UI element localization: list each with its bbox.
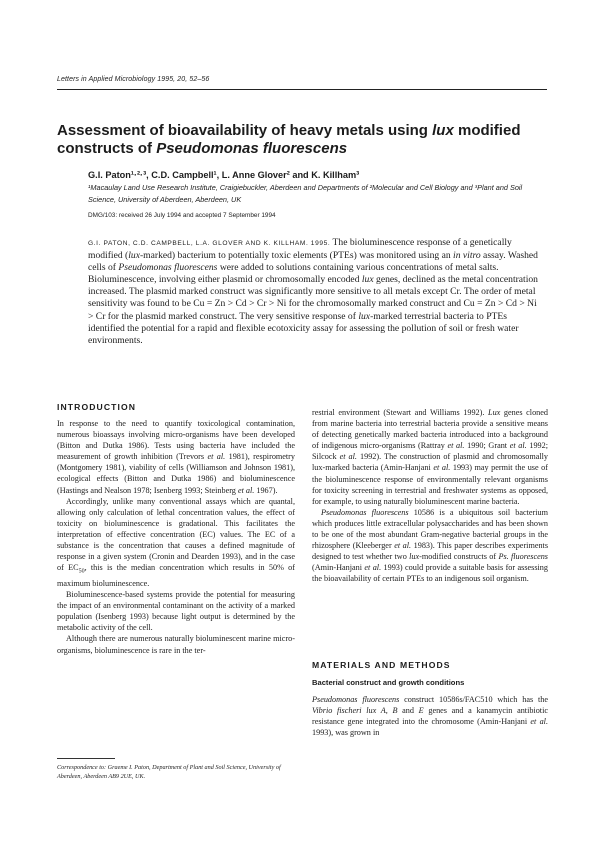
methods-column: [312, 694, 548, 738]
author-list: G.I. Paton¹·²·³, C.D. Campbell¹, L. Anne Glover² and K. Killham³: [88, 170, 360, 180]
article-title: Assessment of bioavailability of heavy metals using lux modified constructs of Pseudomonas fluorescens: [57, 122, 521, 157]
right-paragraph-1: restrial environment (Stewart and Williams 1992). Lux genes cloned from marine bacteria into terrestrial bacteria provide a sensitive means of detecting genetically marked bacteria introduced into a background of indigenous micro-organisms (Rattray et al. 1990; Grant et al. 1992; Silcock et al. 1992). The construction of plasmid and chromosomally lux-marked bacteria (Amin-Hanjani et al. 1993) may permit the use of the bioluminescence response of environmentally relevant organisms for toxicity screening in terrestrial and freshwater systems as opposed, for example, to using naturally bioluminescent marine bacteria.: [312, 408, 549, 506]
intro-paragraph-4: Although there are numerous naturally bioluminescent marine micro-organisms, bioluminescence is rare in the ter-: [57, 634, 295, 655]
right-paragraph-2: Pseudomonas fluorescens 10586 is a ubiquitous soil bacterium which produces little extracellular polysaccharides and has been shown to be one of the most abundant Gram-negative bacterial groups in the rhizosphere (Kleeberger et al. 1983). This paper describes experiments designed to test whether two lux-modified constructs of Ps. fluorescens (Amin-Hanjani et al. 1993) could provide a suitable basis for assessing the bioavailability of certain PTEs to an indigenous soil organism.: [312, 507, 549, 584]
correspondence-footnote: Correspondence to: Graeme I. Paton, Department of Plant and Soil Science, University of Aberdeen, Aberdeen AB9 2UE, UK.: [57, 764, 281, 780]
affiliations: ¹Macaulay Land Use Research Institute, Craigiebuckler, Aberdeen and Departments of ²Molecular and Cell Biology and ³Plant and Soil Science, University of Aberdeen, Aberdeen, UK: [88, 183, 523, 204]
bacterial-construct-subheading: Bacterial construct and growth conditions: [312, 678, 465, 687]
intro-paragraph-3: Bioluminescence-based systems provide the potential for measuring the impact of an environmental contaminant on the activity of a marked population (Isenberg 1993) because light output is determined by the metabolic activity of the cell.: [57, 590, 295, 633]
received-dates: DMG/103: received 26 July 1994 and accepted 7 September 1994: [88, 212, 276, 219]
abstract: G.I. PATON, C.D. CAMPBELL, L.A. GLOVER AND K. KILLHAM. 1995. The bioluminescence response of a genetically modified (lux-marked) bacterium to potentially toxic elements (PTEs) was monitored using an in vitro assay. Washed cells of Pseudomonas fluorescens were added to solutions containing various concentrations of metal salts. Bioluminescence, involving either plasmid or chromosomally encoded lux genes, declined as the metal concentration increased. The plasmid marked construct was significantly more sensitive to all metals except Cr. The order of metal sensitivity was found to be Cu = Zn > Cd > Cr > Ni for the chromosomally marked construct and Cu = Zn > Cd > Ni > Cr for the plasmid marked construct. The very sensitive response of lux-marked terrestrial bacteria to PTEs identified the potential for a rapid and flexible ecotoxicity assay for assessing the pollution of soil or fresh water environments.: [88, 237, 538, 346]
materials-methods-heading: MATERIALS AND METHODS: [312, 660, 451, 670]
abstract-authors: G.I. PATON, C.D. CAMPBELL, L.A. GLOVER AND K. KILLHAM. 1995.: [88, 240, 331, 247]
left-column: [57, 418, 295, 656]
footnote-rule: [57, 758, 115, 759]
intro-paragraph-1: In response to the need to quantify toxicological contamination, numerous bioassays involving micro-organisms have been developed (Bitton and Dutka 1986). Tests using bacteria have included the measurement of growth inhibition (Trevors et al. 1981), respirometry (Montgomery 1981), viability of cells (Williamson and Johnson 1981), ecological effects (Bitton and Dutka 1986) and bioluminescence (Hastings and Nealson 1978; Isenberg 1993; Steinberg et al. 1967).: [57, 419, 296, 495]
introduction-heading: INTRODUCTION: [57, 402, 137, 412]
journal-header: Letters in Applied Microbiology 1995, 20, 52–56: [57, 76, 210, 83]
right-column: [312, 407, 548, 585]
header-rule: [57, 89, 547, 90]
intro-paragraph-2: Accordingly, unlike many conventional assays which are quantal, allowing only calculation of lethal concentration values, the effect of toxicity on bioluminescence is gradational. This facilitates the interpretation of effective concentration (EC) values. The EC of a substance is the concentration that causes a defined magnitude of response in a given system (Cronin and Dearden 1993), and in the case of $EC_{50}$, this is the median concentration which results in 50% of maximum bioluminescence.: [57, 496, 295, 588]
methods-paragraph-1: Pseudomonas fluorescens construct 10586s/FAC510 which has the Vibrio fischeri lux A, B and E genes and a kanamycin antibiotic resistance gene integrated into the chromosome (Amin-Hanjani et al. 1993), was grown in: [312, 695, 548, 738]
